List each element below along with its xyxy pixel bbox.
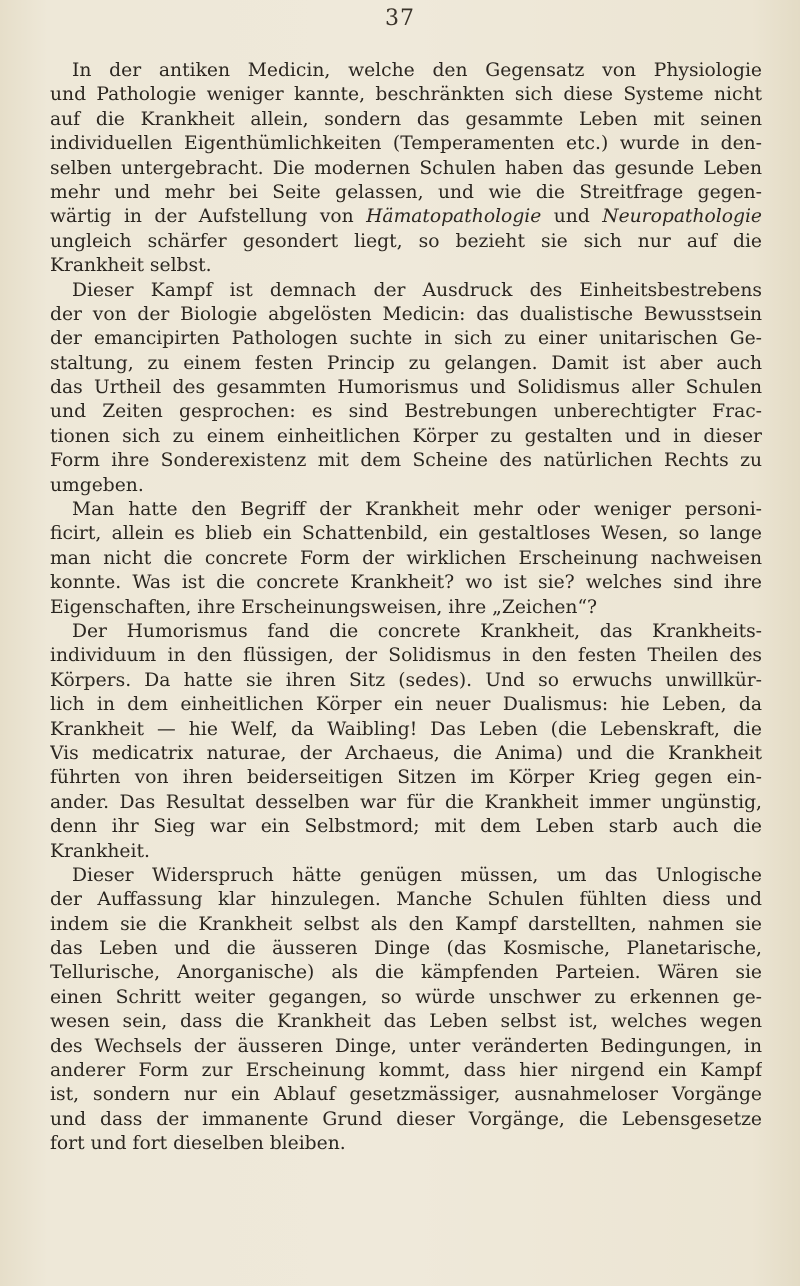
text-line: und Zeiten gesprochen: es sind Bestrebungen unberechtigter Frac- (50, 401, 762, 423)
text-line: indem sie die Krankheit selbst als den Kampf darstellten, nahmen sie (50, 913, 762, 935)
paragraph-2 (50, 279, 762, 499)
text-line: der Auffassung klar hinzulegen. Manche Schulen fühlten diess und (50, 889, 762, 911)
text-line: lich in dem einheitlichen Körper ein neuer Dualismus: hie Leben, da (50, 694, 762, 716)
text-line: Körpers. Da hatte sie ihren Sitz (sedes). Und so erwuchs unwillkür- (50, 669, 762, 691)
paragraph-1 (50, 59, 762, 279)
text-line: Krankheit. (50, 840, 150, 862)
text-line: umgeben. (50, 474, 144, 496)
text-line: der von der Biologie abgelösten Medicin: das dualistische Bewusstsein (50, 303, 762, 325)
text-line: Dieser Widerspruch hätte genügen müssen, um das Unlogische (72, 864, 762, 886)
text-line: konnte. Was ist die concrete Krankheit? wo ist sie? welches sind ihre (50, 572, 762, 594)
text-line: und Pathologie weniger kannte, beschränkten sich diese Systeme nicht (50, 84, 762, 106)
text-line: auf die Krankheit allein, sondern das gesammte Leben mit seinen (50, 108, 762, 130)
text-line: des Wechsels der äusseren Dinge, unter veränderten Bedingungen, in (50, 1035, 762, 1057)
body-text (50, 59, 762, 1157)
text-line: wärtig in der Aufstellung von Hämatopathologie und Neuropathologie (50, 206, 762, 228)
text-line: denn ihr Sieg war ein Selbstmord; mit dem Leben starb auch die (50, 816, 762, 838)
text-line: das Urtheil des gesammten Humorismus und Solidismus aller Schulen (50, 377, 762, 399)
text-line: Krankheit — hie Welf, da Waibling! Das Leben (die Lebenskraft, die (50, 718, 762, 740)
text-line: man nicht die concrete Form der wirklichen Erscheinung nachweisen (50, 547, 762, 569)
text-line: individuum in den flüssigen, der Solidismus in den festen Theilen des (50, 645, 762, 667)
text-line: staltung, zu einem festen Princip zu gelangen. Damit ist aber auch (50, 352, 762, 374)
text-line: mehr und mehr bei Seite gelassen, und wie die Streitfrage gegen- (50, 181, 762, 203)
text-line: ficirt, allein es blieb ein Schattenbild, ein gestaltloses Wesen, so lange (50, 523, 762, 545)
text-line: das Leben und die äusseren Dinge (das Kosmische, Planetarische, (50, 938, 762, 960)
paragraph-5 (50, 864, 762, 1157)
text-line: ungleich schärfer gesondert liegt, so bezieht sie sich nur auf die (50, 230, 762, 252)
text-line: In der antiken Medicin, welche den Gegensatz von Physiologie (72, 60, 762, 81)
text-line: ist, sondern nur ein Ablauf gesetzmässiger, ausnahmeloser Vorgänge (50, 1084, 762, 1106)
text-line: Krankheit selbst. (50, 255, 212, 277)
text-line: individuellen Eigenthümlichkeiten (Temperamenten etc.) wurde in den- (50, 133, 762, 155)
text-line: tionen sich zu einem einheitlichen Körper zu gestalten und in dieser (50, 425, 762, 447)
text-line: anderer Form zur Erscheinung kommt, dass hier nirgend ein Kampf (50, 1060, 762, 1082)
paragraph-3 (50, 498, 762, 620)
text-line: Eigenschaften, ihre Erscheinungsweisen, ihre „Zeichen“? (50, 596, 598, 618)
text-line: Der Humorismus fand die concrete Krankheit, das Krankheits- (72, 620, 762, 642)
text-line: Man hatte den Begriff der Krankheit mehr oder weniger personi- (72, 499, 762, 521)
text-line: Vis medicatrix naturae, der Archaeus, die Anima) und die Krankheit (50, 742, 762, 764)
text-line: und dass der immanente Grund dieser Vorgänge, die Lebensgesetze (50, 1108, 762, 1130)
page-number: 37 (385, 6, 415, 31)
text-line: fort und fort dieselben bleiben. (50, 1133, 346, 1155)
text-line: Form ihre Sonderexistenz mit dem Scheine des natürlichen Rechts zu (50, 450, 762, 472)
text-line: selben untergebracht. Die modernen Schulen haben das gesunde Leben (50, 157, 762, 179)
text-line: führten von ihren beiderseitigen Sitzen im Körper Krieg gegen ein- (50, 767, 762, 789)
paragraph-4 (50, 620, 762, 864)
text-line: Dieser Kampf ist demnach der Ausdruck des Einheitsbestrebens (72, 279, 762, 301)
text-line: Tellurische, Anorganische) als die kämpfenden Parteien. Wären sie (50, 962, 762, 984)
text-line: wesen sein, dass die Krankheit das Leben selbst ist, welches wegen (50, 1011, 762, 1033)
text-line: der emancipirten Pathologen suchte in sich zu einer unitarischen Ge- (50, 328, 762, 350)
text-line: einen Schritt weiter gegangen, so würde unschwer zu erkennen ge- (50, 986, 762, 1008)
text-line: ander. Das Resultat desselben war für die Krankheit immer ungünstig, (50, 791, 762, 813)
